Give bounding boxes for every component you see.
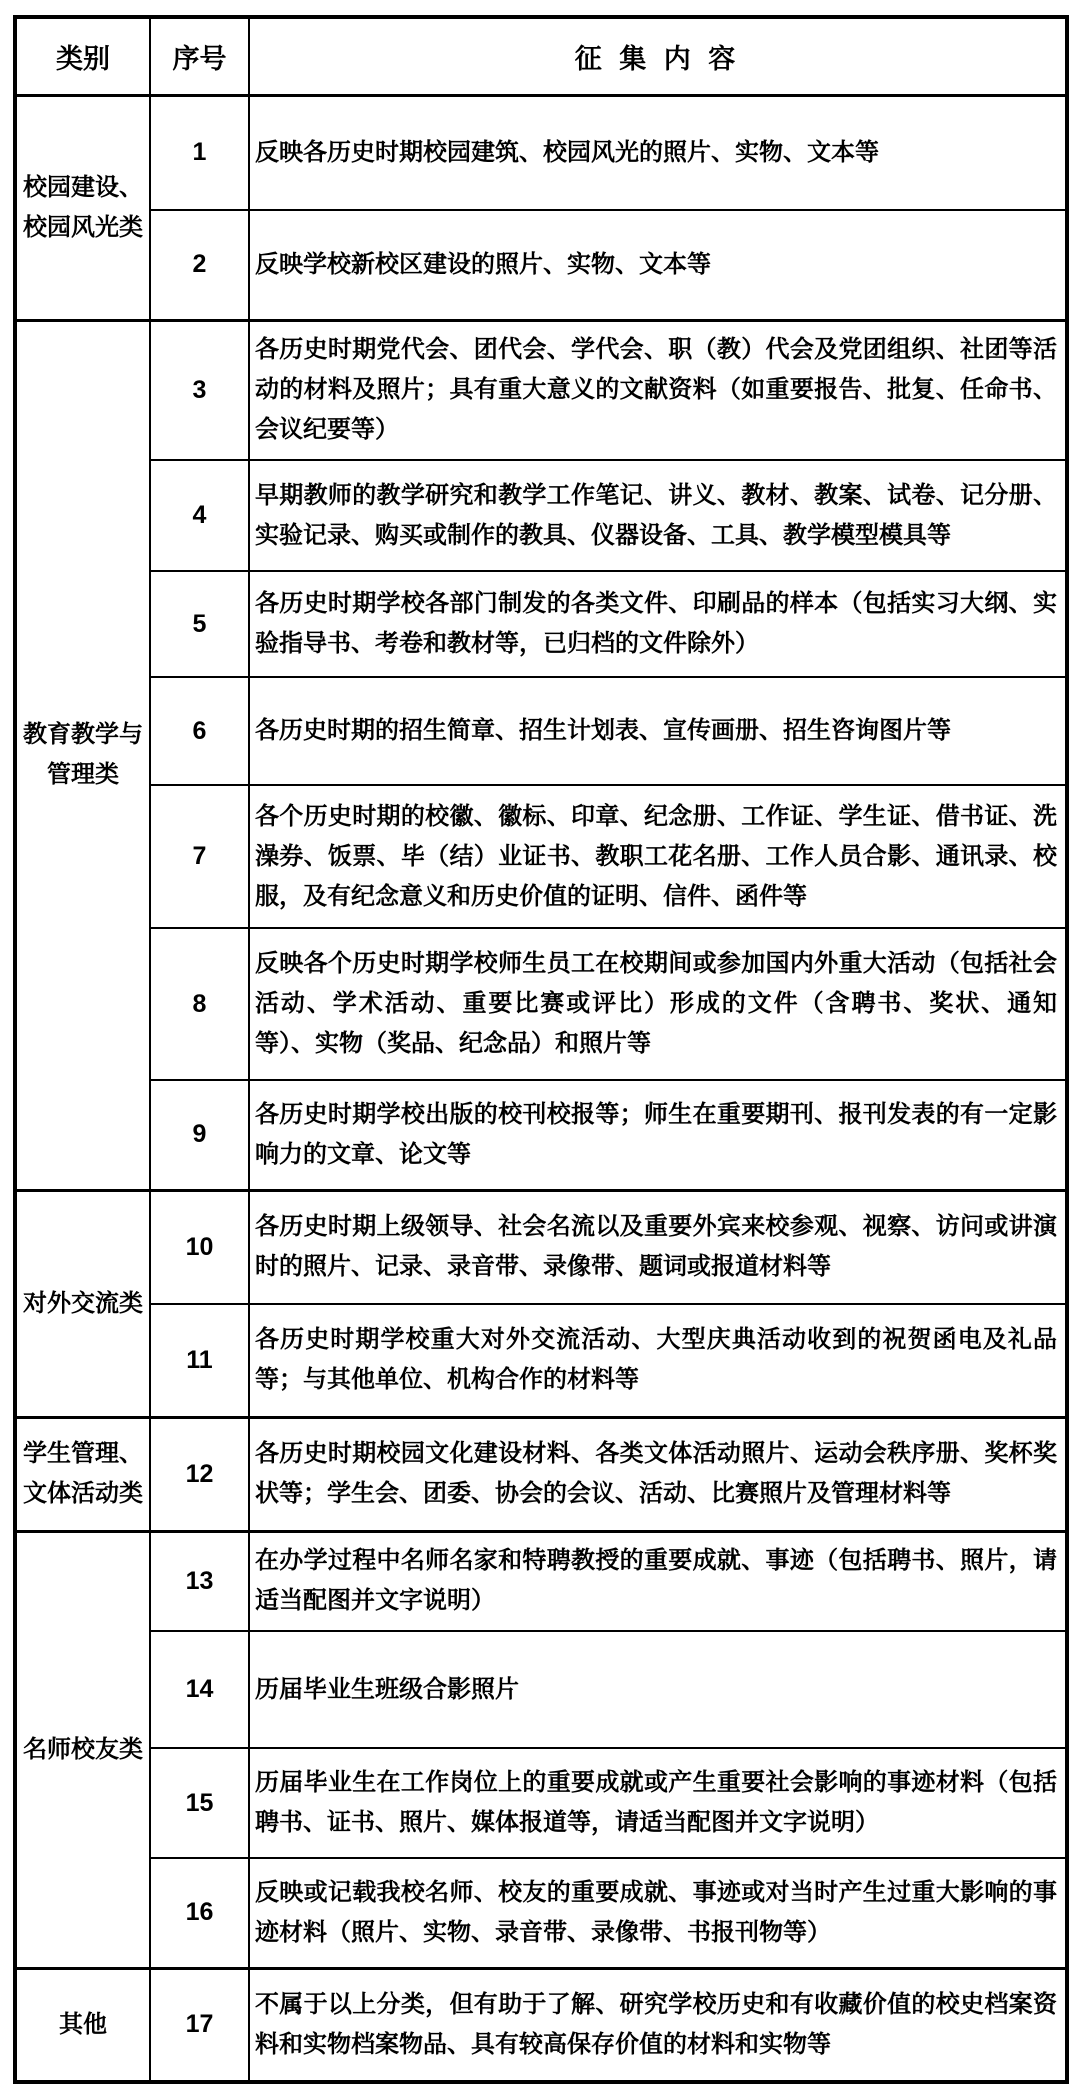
seq-cell: 5 <box>150 571 249 677</box>
seq-cell: 4 <box>150 460 249 571</box>
content-cell: 各历史时期学校出版的校刊校报等；师生在重要期刊、报刊发表的有一定影响力的文章、论文等 <box>249 1080 1067 1190</box>
content-cell: 早期教师的教学研究和教学工作笔记、讲义、教材、教案、试卷、记分册、实验记录、购买或制作的教具、仪器设备、工具、教学模型模具等 <box>249 460 1067 571</box>
content-cell: 历届毕业生在工作岗位上的重要成就或产生重要社会影响的事迹材料（包括聘书、证书、照片、媒体报道等，请适当配图并文字说明） <box>249 1748 1067 1858</box>
seq-cell: 8 <box>150 928 249 1080</box>
table-row <box>15 1190 1067 1304</box>
seq-cell: 2 <box>150 210 249 320</box>
seq-cell: 6 <box>150 677 249 785</box>
category-cell-alumni: 名师校友类 <box>15 1531 150 1968</box>
content-cell: 反映学校新校区建设的照片、实物、文本等 <box>249 210 1067 320</box>
content-cell: 反映或记载我校名师、校友的重要成就、事迹或对当时产生过重大影响的事迹材料（照片、实物、录音带、录像带、书报刊物等） <box>249 1858 1067 1968</box>
header-content: 征 集 内 容 <box>249 17 1067 95</box>
table-row <box>15 320 1067 460</box>
seq-cell: 7 <box>150 785 249 928</box>
seq-cell: 3 <box>150 320 249 460</box>
table-row <box>15 1531 1067 1631</box>
content-cell: 各历史时期校园文化建设材料、各类文体活动照片、运动会秩序册、奖杯奖状等；学生会、团委、协会的会议、活动、比赛照片及管理材料等 <box>249 1417 1067 1531</box>
table-row <box>15 460 1067 571</box>
table-row <box>15 1304 1067 1417</box>
content-cell: 各历史时期学校重大对外交流活动、大型庆典活动收到的祝贺函电及礼品等；与其他单位、机构合作的材料等 <box>249 1304 1067 1417</box>
table-row <box>15 1748 1067 1858</box>
content-cell: 反映各历史时期校园建筑、校园风光的照片、实物、文本等 <box>249 95 1067 210</box>
table-row <box>15 95 1067 210</box>
table-row <box>15 210 1067 320</box>
category-cell-teaching: 教育教学与管理类 <box>15 320 150 1190</box>
category-cell-other: 其他 <box>15 1968 150 2082</box>
header-seq: 序号 <box>150 17 249 95</box>
content-cell: 不属于以上分类，但有助于了解、研究学校历史和有收藏价值的校史档案资料和实物档案物品、具有较高保存价值的材料和实物等 <box>249 1968 1067 2082</box>
category-cell-campus: 校园建设、校园风光类 <box>15 95 150 320</box>
content-cell: 历届毕业生班级合影照片 <box>249 1631 1067 1748</box>
table-row <box>15 1631 1067 1748</box>
collection-table <box>13 15 1069 2084</box>
table-row <box>15 1417 1067 1531</box>
content-cell: 各历史时期学校各部门制发的各类文件、印刷品的样本（包括实习大纲、实验指导书、考卷和教材等，已归档的文件除外） <box>249 571 1067 677</box>
table-row <box>15 677 1067 785</box>
table-row <box>15 928 1067 1080</box>
seq-cell: 14 <box>150 1631 249 1748</box>
content-cell: 反映各个历史时期学校师生员工在校期间或参加国内外重大活动（包括社会活动、学术活动、重要比赛或评比）形成的文件（含聘书、奖状、通知等）、实物（奖品、纪念品）和照片等 <box>249 928 1067 1080</box>
header-row <box>15 17 1067 95</box>
content-cell: 各个历史时期的校徽、徽标、印章、纪念册、工作证、学生证、借书证、洗澡券、饭票、毕（结）业证书、教职工花名册、工作人员合影、通讯录、校服，及有纪念意义和历史价值的证明、信件、函件等 <box>249 785 1067 928</box>
seq-cell: 10 <box>150 1190 249 1304</box>
table-row <box>15 1968 1067 2082</box>
content-cell: 各历史时期党代会、团代会、学代会、职（教）代会及党团组织、社团等活动的材料及照片；具有重大意义的文献资料（如重要报告、批复、任命书、会议纪要等） <box>249 320 1067 460</box>
table-row <box>15 571 1067 677</box>
seq-cell: 15 <box>150 1748 249 1858</box>
header-category: 类别 <box>15 17 150 95</box>
content-cell: 各历史时期上级领导、社会名流以及重要外宾来校参观、视察、访问或讲演时的照片、记录、录音带、录像带、题词或报道材料等 <box>249 1190 1067 1304</box>
content-cell: 各历史时期的招生简章、招生计划表、宣传画册、招生咨询图片等 <box>249 677 1067 785</box>
category-cell-exchange: 对外交流类 <box>15 1190 150 1417</box>
seq-cell: 16 <box>150 1858 249 1968</box>
table-row <box>15 1080 1067 1190</box>
table-row <box>15 785 1067 928</box>
seq-cell: 17 <box>150 1968 249 2082</box>
category-cell-students: 学生管理、文体活动类 <box>15 1417 150 1531</box>
seq-cell: 1 <box>150 95 249 210</box>
seq-cell: 9 <box>150 1080 249 1190</box>
seq-cell: 12 <box>150 1417 249 1531</box>
content-cell: 在办学过程中名师名家和特聘教授的重要成就、事迹（包括聘书、照片，请适当配图并文字说明） <box>249 1531 1067 1631</box>
seq-cell: 13 <box>150 1531 249 1631</box>
seq-cell: 11 <box>150 1304 249 1417</box>
table-row <box>15 1858 1067 1968</box>
